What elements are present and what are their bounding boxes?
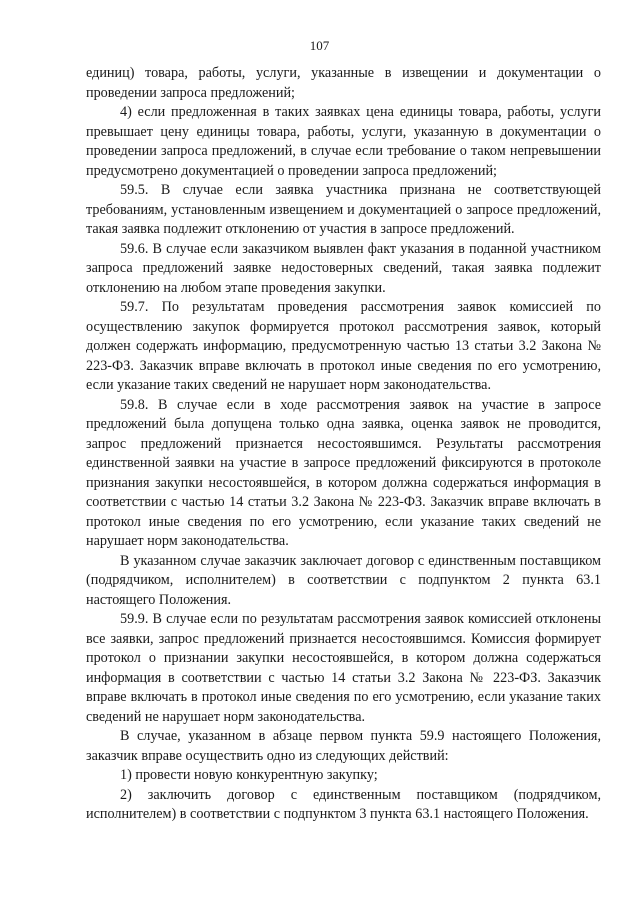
- paragraph-59-6: 59.6. В случае если заказчиком выявлен факт указания в поданной участником запроса предложений заявке недостоверных сведений, такая заявка подлежит отклонению на любом этапе проведения закупки.: [86, 240, 601, 296]
- page-number: 107: [309, 38, 330, 53]
- document-body: [86, 64, 601, 825]
- paragraph-action-2: 2) заключить договор с единственным поставщиком (подрядчиком, исполнителем) в соответствии с подпунктом 3 пункта 63.1 настоящего Положения.: [86, 786, 601, 822]
- paragraph-item-4: 4) если предложенная в таких заявках цена единицы товара, работы, услуги превышает цену единицы товара, работы, услуги, указанную в документации о проведении запроса предложений, в случае если требование о таком непревышении предусмотрено документацией о проведении запроса предложений;: [86, 104, 601, 179]
- paragraph-59-9-actions-intro: В случае, указанном в абзаце первом пункта 59.9 настоящего Положения, заказчик вправе осуществить одно из следующих действий:: [86, 728, 601, 764]
- paragraph-59-8: 59.8. В случае если в ходе рассмотрения заявок на участие в запросе предложений была допущена только одна заявка, оценка заявок не проводится, запрос предложений признается несостоявшимся. Результаты рассмотрения единственной заявки на участие в запросе предложений фиксируются в протоколе признания закупки несостоявшейся, в котором должна содержаться информация в соответствии с частью 14 статьи 3.2 Закона № 223-ФЗ. Заказчик вправе включать в протокол иные сведения по его усмотрению, если указание таких сведений не нарушает норм законодательства.: [86, 396, 601, 549]
- paragraph-59-9: 59.9. В случае если по результатам рассмотрения заявок комиссией отклонены все заявки, запрос предложений признается несостоявшимся. Комиссия формирует протокол о признании закупки несостоявшейся, в котором должна содержаться информация в соответствии с частью 14 статьи 3.2 Закона № 223-ФЗ. Заказчик вправе включать в протокол иные сведения по его усмотрению, если указание таких сведений не нарушает норм законодательства.: [86, 611, 601, 725]
- paragraph-59-5: 59.5. В случае если заявка участника признана не соответствующей требованиям, установленным извещением и документацией о запросе предложений, такая заявка подлежит отклонению от участия в запросе предложений.: [86, 182, 601, 237]
- paragraph-continuation: единиц) товара, работы, услуги, указанные в извещении и документации о проведении запроса предложений;: [86, 65, 601, 101]
- paragraph-59-8-single-supplier: В указанном случае заказчик заключает договор с единственным поставщиком (подрядчиком, исполнителем) в соответствии с подпунктом 2 пункта 63.1 настоящего Положения.: [86, 552, 601, 608]
- paragraph-59-7: 59.7. По результатам проведения рассмотрения заявок комиссией по осуществлению закупок формируется протокол рассмотрения заявок, который должен содержать информацию, предусмотренную частью 13 статьи 3.2 Закона № 223-ФЗ. Заказчик вправе включать в протокол иные сведения по его усмотрению, если указание таких сведений не нарушает норм законодательства.: [86, 299, 601, 393]
- paragraph-action-1: 1) провести новую конкурентную закупку;: [120, 767, 378, 783]
